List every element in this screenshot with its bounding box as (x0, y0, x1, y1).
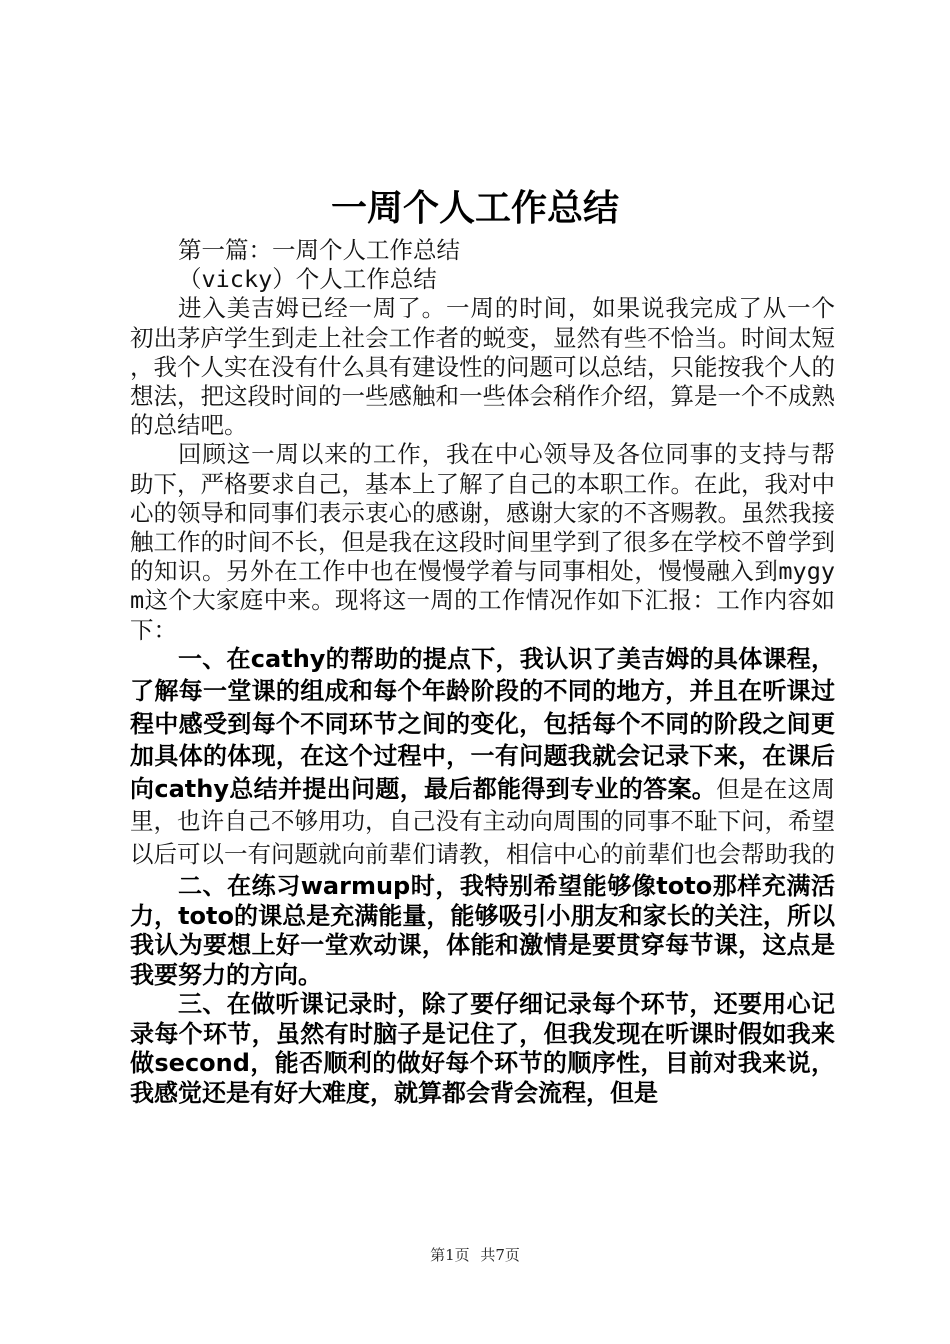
mixed-paragraph (130, 645, 835, 873)
body-paragraph-continuation: 但是在这周里，也许自己不够用功，自己没有主动向周围的同事不耻下问，希望以后可以一有问题就向前辈们请教，相信中心的前辈们也会帮助我的 (130, 774, 836, 868)
page-total: 共7页 (480, 1246, 520, 1264)
page-footer (0, 1245, 950, 1265)
body-paragraph: 回顾这一周以来的工作，我在中心领导及各位同事的支持与帮助下，严格要求自己，基本上了解了自己的本职工作。在此，我对中心的领导和同事们表示衷心的感谢，感谢大家的不吝赐教。虽然我接触工作的时间不长，但是我在这段时间里学到了很多在学校不曾学到的知识。另外在工作中也在慢慢学着与同事相处，慢慢融入到mygym这个大家庭中来。现将这一周的工作情况作如下汇报：工作内容如下： (130, 440, 835, 644)
document-body (130, 236, 835, 1108)
subtitle-line: （vicky）个人工作总结 (178, 265, 437, 294)
document-title: 一周个人工作总结 (330, 187, 619, 229)
section-heading: 第一篇：一周个人工作总结 (178, 236, 460, 264)
body-paragraph: 二、在练习warmup时，我特别希望能够像toto那样充满活力，toto的课总是充满能量，能够吸引小朋友和家长的关注，所以我认为要想上好一堂欢动课，体能和激情是要贯穿每节课，这点是我要努力的方向。 (130, 872, 835, 989)
body-paragraph: 一、在cathy的帮助的提点下，我认识了美吉姆的具体课程，了解每一堂课的组成和每个年龄阶段的不同的地方，并且在听课过程中感受到每个不同环节之间的变化，包括每个不同的阶段之间更加具体的体现，在这个过程中，一有问题我就会记录下来，在课后向cathy总结并提出问题，最后都能得到专业的答案。 (130, 644, 835, 803)
page-number: 第1页 (430, 1246, 470, 1264)
body-paragraph: 进入美吉姆已经一周了。一周的时间，如果说我完成了从一个初出茅庐学生到走上社会工作者的蜕变，显然有些不恰当。时间太短，我个人实在没有什么具有建设性的问题可以总结，只能按我个人的想法，把这段时间的一些感触和一些体会稍作介绍，算是一个不成熟的总结吧。 (130, 294, 835, 440)
body-paragraph: 三、在做听课记录时，除了要仔细记录每个环节，还要用心记录每个环节，虽然有时脑子是记住了，但我发现在听课时假如我来做second，能否顺利的做好每个环节的顺序性，目前对我来说，我感觉还是有好大难度，就算都会背会流程，但是 (130, 990, 835, 1107)
